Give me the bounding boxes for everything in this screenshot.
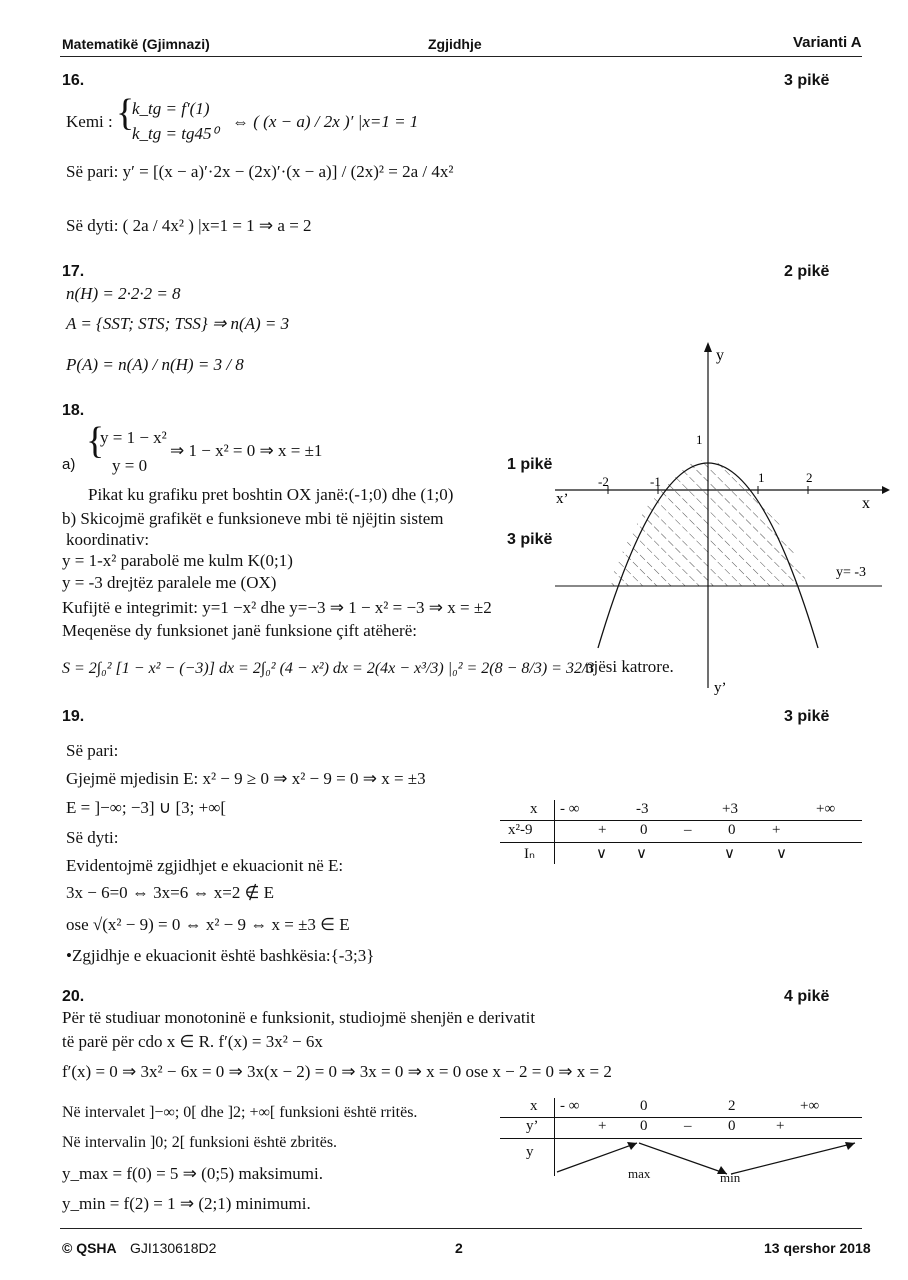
q20-l7: y_min = f(2) = 1 ⇒ (2;1) minimumi. [62, 1194, 311, 1213]
q18-graph-yp-label: y’ [714, 680, 727, 696]
q19-t-s1: + [598, 822, 607, 838]
q19-sign-table [500, 800, 862, 870]
header-variant: Varianti A [793, 34, 862, 51]
footer-date: 13 qershor 2018 [764, 1240, 871, 1256]
q17-points: 2 pikë [784, 263, 830, 280]
q20-arrow-up-1 [557, 1143, 637, 1172]
q20-t-2: 2 [728, 1098, 736, 1114]
q18-tick-1: 1 [758, 470, 765, 485]
q19-l5: Evidentojmë zgjidhjet e ekuacionit në E: [66, 856, 344, 875]
q19-t-v4: ∨ [776, 846, 787, 862]
q16-sys1: k_tg = f′(1) [132, 99, 210, 118]
footer-brand: © QSHA [62, 1240, 117, 1256]
q19-t-z1: 0 [640, 822, 648, 838]
q18-a-rest: ⇒ 1 − x² = 0 ⇒ x = ±1 [170, 441, 323, 460]
q20-number: 20. [62, 988, 85, 1005]
q19-l7: ose √(x² − 9) = 0 ⇔ x² − 9 ⇔ x = ±3 ∈ E [66, 915, 350, 934]
q19-t-pinf: +∞ [816, 801, 836, 817]
q18-a-label: a) [62, 456, 76, 473]
q18-b2: koordinativ: [66, 530, 150, 549]
q16-label: Kemi : [66, 112, 113, 131]
q19-points: 3 pikë [784, 708, 830, 725]
q18-b3: y = 1-x² parabolë me kulm K(0;1) [62, 551, 293, 570]
q18-a-points: 1 pikë [507, 456, 553, 473]
q18-b1: b) Skicojmë grafikët e funksioneve mbi të njëjtin sistem [62, 509, 444, 528]
q20-l6: y_max = f(0) = 5 ⇒ (0;5) maksimumi. [62, 1164, 323, 1183]
q20-arrow-down [639, 1143, 727, 1174]
q16-line2: Së pari: y′ = [(x − a)′·2x − (2x)′·(x − a)] / (2x)² = 2a / 4x² [66, 162, 454, 181]
header-subject: Matematikë (Gjimnazi) [62, 36, 210, 52]
q19-t-m3: -3 [636, 801, 649, 817]
q18-y-arrow [704, 342, 712, 352]
q19-t-minf: - ∞ [560, 801, 580, 817]
q20-points: 4 pikë [784, 988, 830, 1005]
q19-l8: •Zgjidhje e ekuacionit është bashkësia:{-3;3} [66, 946, 375, 965]
q20-l1: Për të studiuar monotoninë e funksionit, studiojmë shenjën e derivatit [62, 1008, 536, 1027]
footer-page: 2 [455, 1240, 463, 1256]
q17-line3: P(A) = n(A) / n(H) = 3 / 8 [66, 355, 244, 374]
q19-l3: E = ]−∞; −3] ∪ [3; +∞[ [66, 798, 227, 817]
q20-t-max: max [628, 1166, 651, 1181]
q19-l1: Së pari: [66, 741, 119, 760]
q19-l6: 3x − 6=0 ⇔ 3x=6 ⇔ x=2 ∉ E [66, 883, 275, 902]
q20-arrow-up-2 [731, 1143, 855, 1174]
q20-t-min: min [720, 1170, 741, 1185]
footer-rule [60, 1228, 862, 1229]
q19-t-v2: ∨ [636, 846, 647, 862]
q18-graph [550, 338, 890, 698]
header-rule [60, 56, 862, 57]
q20-t-0: 0 [640, 1098, 648, 1114]
q18-b5: Kufijtë e integrimit: y=1 −x² dhe y=−3 ⇒ 1 − x² = −3 ⇒ x = ±2 [62, 598, 492, 617]
q20-t-y: y [526, 1144, 534, 1160]
q18-b7: S = 2∫₀² [1 − x² − (−3)] dx = 2∫₀² (4 − x²) dx = 2(4x − x³/3) |₀² = 2(8 − 8/3) = 32/3 [62, 660, 595, 677]
q18-graph-x-label: x [862, 495, 870, 512]
q18-brace: { [86, 420, 105, 462]
q17-number: 17. [62, 263, 85, 280]
q18-tick-m2: -2 [598, 474, 609, 489]
q18-a-text: Pikat ku grafiku pret boshtin OX janë:(-1;0) dhe (1;0) [88, 485, 454, 504]
q19-t-v3: ∨ [724, 846, 735, 862]
q20-l5: Në intervalin ]0; 2[ funksioni është zbritës. [62, 1134, 338, 1151]
q20-t-minf: - ∞ [560, 1098, 580, 1114]
q20-t-s3: + [776, 1118, 785, 1134]
q19-t-s2: – [684, 822, 692, 838]
q20-l2: të parë për cdo x ∈ R. f′(x) = 3x² − 6x [62, 1032, 323, 1051]
q17-line2: A = {SST; STS; TSS} ⇒ n(A) = 3 [66, 314, 290, 333]
q16-points: 3 pikë [784, 72, 830, 89]
q19-l2: Gjejmë mjedisin E: x² − 9 ≥ 0 ⇒ x² − 9 = 0 ⇒ x = ±3 [66, 769, 426, 788]
q19-number: 19. [62, 708, 85, 725]
footer-code: GJI130618D2 [130, 1240, 217, 1256]
q18-graph-xp-label: x’ [556, 491, 569, 507]
q18-tick-m1: -1 [650, 474, 661, 489]
q19-t-p3: +3 [722, 801, 738, 817]
q20-t-z2: 0 [728, 1118, 736, 1134]
q18-graph-y-label: y [716, 347, 724, 364]
q19-t-v1: ∨ [596, 846, 607, 862]
q20-t-s2: – [684, 1118, 692, 1134]
q16-line3: Së dyti: ( 2a / 4x² ) |x=1 = 1 ⇒ a = 2 [66, 216, 312, 235]
q19-t-expr: x²-9 [508, 822, 533, 838]
header-title: Zgjidhje [428, 36, 482, 52]
q18-tick-y1: 1 [696, 432, 703, 447]
q16-brace: { [116, 92, 135, 134]
q18-b6: Meqenëse dy funksionet janë funksione çift atëherë: [62, 621, 417, 640]
q20-t-z1: 0 [640, 1118, 648, 1134]
q18-number: 18. [62, 402, 85, 419]
q18-sys1: y = 1 − x² [100, 428, 167, 447]
q18-tick-2: 2 [806, 470, 813, 485]
q20-arrows [555, 1138, 860, 1186]
q16-number: 16. [62, 72, 85, 89]
q19-t-s3: + [772, 822, 781, 838]
q19-t-in: Iₙ [524, 846, 535, 862]
q18-line-label: y= -3 [836, 565, 867, 580]
q18-b7-unit: njësi katrore. [585, 657, 674, 676]
q20-t-pinf: +∞ [800, 1098, 820, 1114]
q18-hatched-area [550, 338, 890, 698]
q20-l4: Në intervalet ]−∞; 0[ dhe ]2; +∞[ funksioni është rritës. [62, 1104, 418, 1121]
q19-t-x: x [530, 801, 538, 817]
q19-t-z2: 0 [728, 822, 736, 838]
q18-x-arrow [882, 486, 890, 494]
q20-t-s1: + [598, 1118, 607, 1134]
q19-l4: Së dyti: [66, 828, 119, 847]
q16-sys2: k_tg = tg45⁰ [132, 124, 219, 143]
q18-b-points: 3 pikë [507, 531, 553, 548]
q18-sys2: y = 0 [112, 456, 148, 475]
q16-l1-rest: ⇔ ( (x − a) / 2x )′ |x=1 = 1 [232, 112, 419, 131]
q20-l3: f′(x) = 0 ⇒ 3x² − 6x = 0 ⇒ 3x(x − 2) = 0 ⇒ 3x = 0 ⇒ x = 0 ose x − 2 = 0 ⇒ x = 2 [62, 1062, 612, 1081]
q20-t-x: x [530, 1098, 538, 1114]
q18-b4: y = -3 drejtëz paralele me (OX) [62, 573, 277, 592]
q20-t-yp: y’ [526, 1118, 539, 1134]
q17-line1: n(H) = 2·2·2 = 8 [66, 284, 181, 303]
q20-variation-table [500, 1098, 862, 1186]
